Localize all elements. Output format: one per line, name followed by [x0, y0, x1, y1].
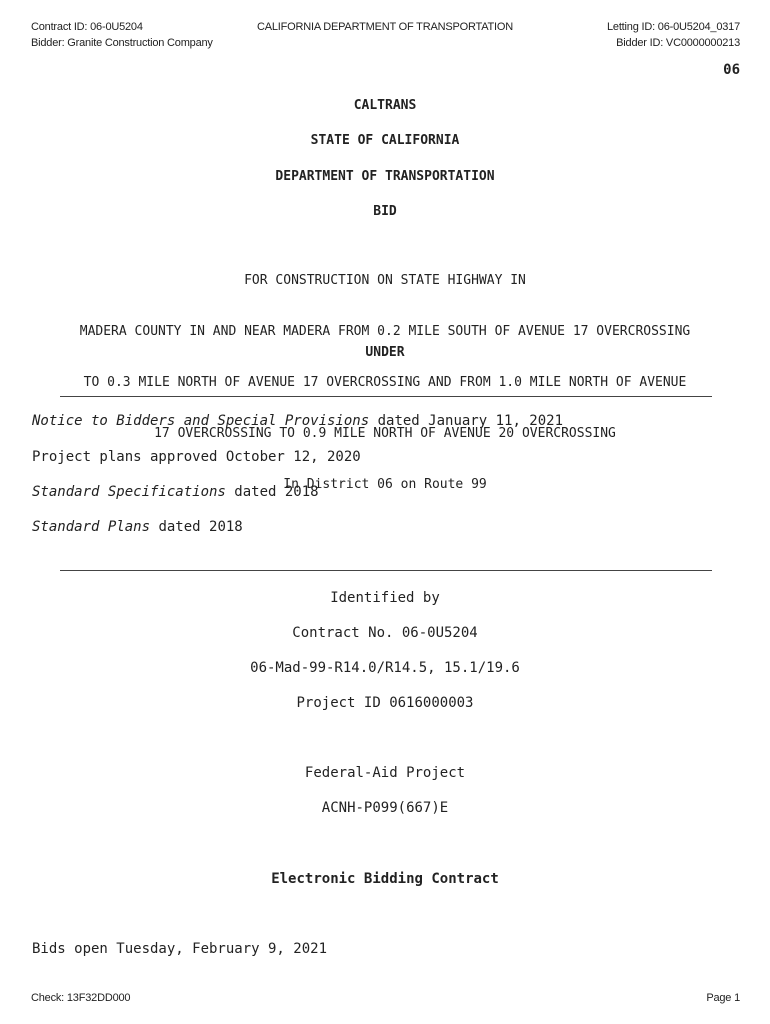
description-line: FOR CONSTRUCTION ON STATE HIGHWAY IN	[244, 273, 526, 288]
reference-title: Standard Plans	[32, 519, 151, 535]
title-state: STATE OF CALIFORNIA	[310, 133, 460, 148]
federal-aid-number: ACNH-P099(667)E	[321, 800, 449, 816]
letting-id: Letting ID: 06-0U5204_0317	[606, 21, 740, 33]
header-right	[607, 19, 740, 51]
title-caltrans: CALTRANS	[353, 98, 417, 113]
under-label: UNDER	[365, 345, 405, 360]
description-line: In District 06 on Route 99	[283, 477, 487, 492]
reference-standard-plans	[32, 519, 243, 536]
page-number: Page 1	[706, 992, 740, 1004]
district-code: 06	[723, 62, 740, 78]
bids-open-date: Bids open Tuesday, February 9, 2021	[32, 941, 328, 957]
contract-number: Contract No. 06-0U5204	[292, 625, 478, 641]
title-department: DEPARTMENT OF TRANSPORTATION	[275, 169, 495, 184]
bidder-id: Bidder ID: VC0000000213	[616, 37, 740, 49]
description-line: 17 OVERCROSSING TO 0.9 MILE NORTH OF AVENUE 20 OVERCROSSING	[154, 426, 616, 441]
reference-detail: dated 2018	[150, 519, 243, 535]
reference-title: Notice to Bidders and Special Provisions	[32, 413, 370, 429]
reference-detail: dated 2018	[225, 484, 319, 500]
contract-type: Electronic Bidding Contract	[271, 871, 499, 887]
federal-aid-label: Federal-Aid Project	[304, 765, 466, 781]
divider	[60, 396, 712, 397]
description-line: MADERA COUNTY IN AND NEAR MADERA FROM 0.2 MILE SOUTH OF AVENUE 17 OVERCROSSING	[79, 324, 691, 339]
reference-detail: dated January 11, 2021	[369, 413, 564, 429]
description-line: TO 0.3 MILE NORTH OF AVENUE 17 OVERCROSSING AND FROM 1.0 MILE NORTH OF AVENUE	[83, 375, 687, 390]
reference-plans	[32, 449, 361, 466]
divider	[60, 570, 712, 571]
reference-detail: Project plans approved October 12, 2020	[32, 449, 361, 465]
project-description	[0, 238, 770, 510]
project-id: Project ID 0616000003	[296, 695, 474, 711]
check-code: Check: 13F32DD000	[31, 992, 131, 1004]
contract-id: Contract ID: 06-0U5204	[31, 21, 143, 33]
agency-name: CALIFORNIA DEPARTMENT OF TRANSPORTATION	[256, 21, 514, 33]
project-location: 06-Mad-99-R14.0/R14.5, 15.1/19.6	[250, 660, 520, 676]
title-bid: BID	[373, 204, 397, 219]
reference-title: Standard Specifications	[32, 484, 226, 500]
reference-specifications	[32, 484, 319, 501]
bidder-name: Bidder: Granite Construction Company	[31, 37, 213, 49]
identified-by: Identified by	[330, 590, 440, 606]
reference-notice	[32, 413, 563, 430]
